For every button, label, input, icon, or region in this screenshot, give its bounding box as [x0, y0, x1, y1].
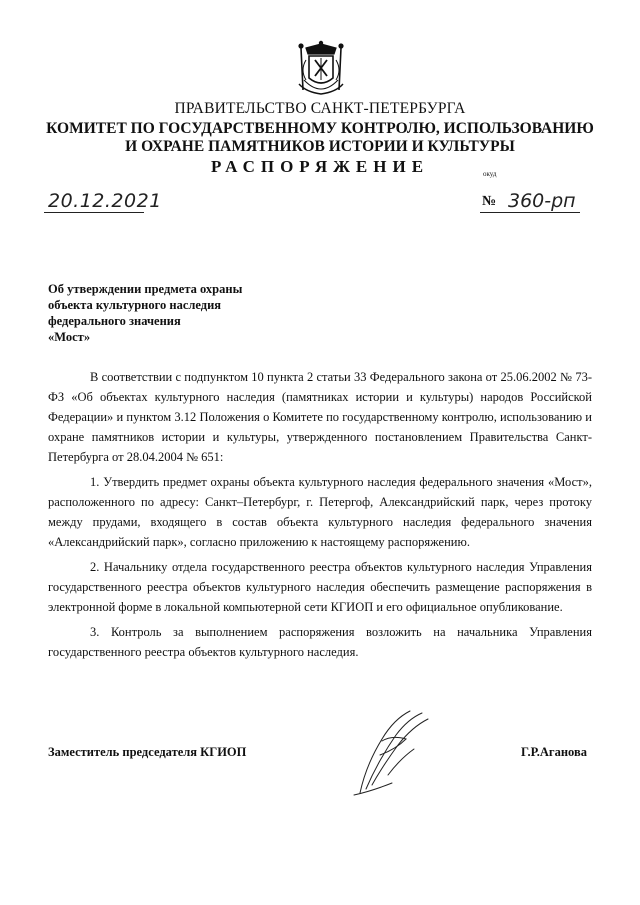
body-paragraph-3: 3. Контроль за выполнением распоряжения возложить на начальника Управления государственного реестра объектов культурного наследия. — [48, 625, 592, 659]
document-date: 20.12.2021 — [48, 190, 162, 212]
document-number: 360-рп — [508, 190, 576, 212]
body-paragraph-2: 2. Начальнику отдела государственного реестра объектов культурного наследия Управления государственного реестра объектов культурного наследия обеспечить размещение распоряжения в электронной форме в локальной компьютерной сети КГИОП и его официальное опубликование. — [48, 560, 592, 614]
handwritten-signature — [352, 705, 434, 797]
document-type: РАСПОРЯЖЕНИЕ — [210, 157, 430, 176]
subject-line: объекта культурного наследия — [48, 298, 222, 312]
government-name: ПРАВИТЕЛЬСТВО САНКТ-ПЕТЕРБУРГА — [174, 100, 466, 117]
body-paragraph-1: 1. Утвердить предмет охраны объекта культурного наследия федерального значения «Мост», расположенного по адресу: Санкт–Петербург, г. Петергоф, Александрийский парк, через протоку между прудами, входящего в состав объекта культурного наследия федерального значения «Александрийский парк», согласно приложению к настоящему распоряжению. — [48, 475, 592, 549]
committee-name-line2: И ОХРАНЕ ПАМЯТНИКОВ ИСТОРИИ И КУЛЬТУРЫ — [125, 138, 515, 155]
number-sign: № — [482, 194, 497, 209]
subject-line: федерального значения — [48, 314, 181, 328]
committee-name-line1: КОМИТЕТ ПО ГОСУДАРСТВЕННОМУ КОНТРОЛЮ, ИСПОЛЬЗОВАНИЮ — [46, 120, 594, 137]
date-underline — [44, 212, 144, 213]
signatory-name: Г.Р.Аганова — [521, 745, 587, 759]
subject-line: «Мост» — [48, 330, 91, 344]
okud-label: окуд — [483, 170, 497, 178]
coat-of-arms-icon — [296, 40, 346, 98]
signatory-title: Заместитель председателя КГИОП — [48, 745, 247, 759]
number-underline — [480, 212, 580, 213]
document-subject — [48, 281, 242, 345]
document-body — [48, 367, 592, 667]
body-paragraph-preamble: В соответствии с подпунктом 10 пункта 2 статьи 33 Федерального закона от 25.06.2002 № 73-ФЗ «Об объектах культурного наследия (памятниках истории и культуры) народов Российской Федерации» и пунктом 3.12 Положения о Комитете по государственному контролю, использованию и охране памятников истории и культуры, утвержденного постановлением Правительства Санкт-Петербурга от 28.04.2004 № 651: — [48, 370, 592, 464]
subject-line: Об утверждении предмета охраны — [48, 282, 243, 296]
